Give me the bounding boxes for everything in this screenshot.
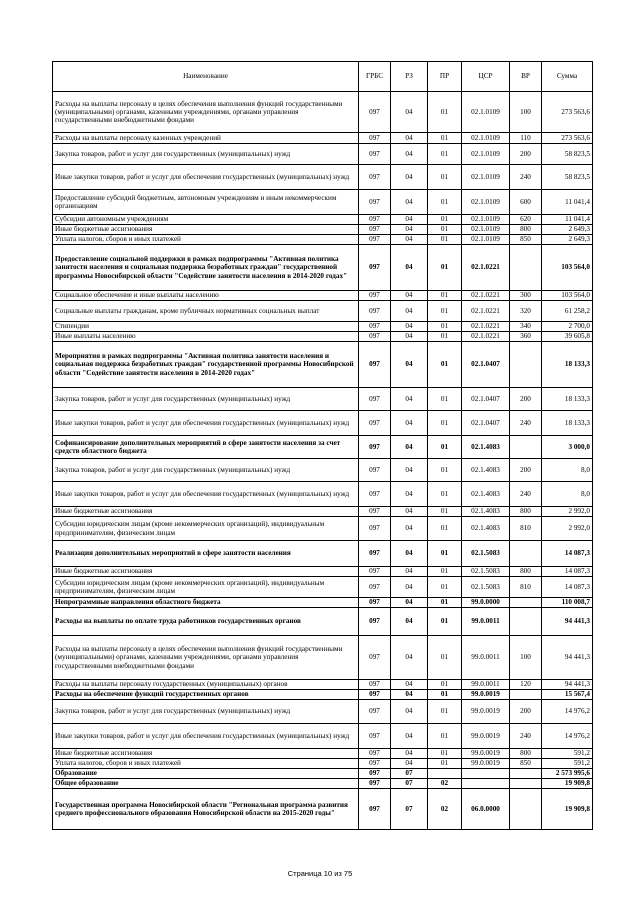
table-row <box>53 291 593 301</box>
cell-pr: 01 <box>428 482 462 507</box>
cell-rz: 04 <box>391 690 428 700</box>
cell-vr: 120 <box>510 680 542 690</box>
cell-grbs: 097 <box>359 215 391 225</box>
cell-sum: 15 567,4 <box>542 690 593 700</box>
cell-name: Расходы на выплаты по оплате труда работников государственных органов <box>53 608 359 636</box>
cell-vr: 300 <box>510 291 542 301</box>
cell-sum: 273 563,6 <box>542 133 593 144</box>
cell-csr: 02.1.0109 <box>462 225 510 235</box>
table-row <box>53 322 593 332</box>
cell-csr <box>462 779 510 789</box>
cell-csr: 99.0.0019 <box>462 690 510 700</box>
cell-rz: 04 <box>391 459 428 482</box>
cell-grbs: 097 <box>359 482 391 507</box>
cell-csr: 99.0.0011 <box>462 608 510 636</box>
cell-csr <box>462 769 510 779</box>
cell-pr: 01 <box>428 92 462 133</box>
cell-csr: 02.1.4083 <box>462 517 510 541</box>
cell-csr: 02.1.0221 <box>462 332 510 342</box>
cell-csr: 02.1.0221 <box>462 322 510 332</box>
cell-grbs: 097 <box>359 342 391 388</box>
cell-name: Субсидии автономным учреждениям <box>53 215 359 225</box>
cell-rz: 04 <box>391 680 428 690</box>
cell-rz: 04 <box>391 92 428 133</box>
cell-name: Расходы на выплаты персоналу государственных (муниципальных) органов <box>53 680 359 690</box>
cell-sum: 11 041,4 <box>542 215 593 225</box>
cell-vr: 320 <box>510 301 542 322</box>
cell-csr: 02.1.0109 <box>462 215 510 225</box>
cell-pr: 01 <box>428 165 462 190</box>
cell-pr: 01 <box>428 577 462 598</box>
budget-table <box>52 61 593 830</box>
cell-vr: 240 <box>510 165 542 190</box>
cell-sum: 58 823,5 <box>542 165 593 190</box>
cell-vr: 110 <box>510 133 542 144</box>
header-pr: ПР <box>428 62 462 92</box>
cell-rz: 04 <box>391 598 428 608</box>
cell-name: Субсидии юридическим лицам (кроме некоммерческих организаций), индивидуальным предпринимателям, физическим лицам <box>53 517 359 541</box>
cell-rz: 07 <box>391 769 428 779</box>
cell-pr: 01 <box>428 225 462 235</box>
cell-vr: 240 <box>510 411 542 436</box>
table-row <box>53 332 593 342</box>
cell-pr: 01 <box>428 700 462 724</box>
cell-vr <box>510 541 542 567</box>
cell-grbs: 097 <box>359 690 391 700</box>
cell-vr <box>510 608 542 636</box>
cell-grbs: 097 <box>359 190 391 215</box>
cell-rz: 04 <box>391 567 428 577</box>
cell-rz: 04 <box>391 245 428 291</box>
cell-grbs: 097 <box>359 567 391 577</box>
cell-sum: 94 441,3 <box>542 680 593 690</box>
cell-pr: 01 <box>428 541 462 567</box>
table-row <box>53 225 593 235</box>
cell-name: Расходы на выплаты персоналу в целях обеспечения выполнения функций государственными (муниципальными) органами, казенными учреждениями, органами управления государственными внебюджетными фондами <box>53 92 359 133</box>
cell-csr: 02.1.0109 <box>462 235 510 245</box>
cell-grbs: 097 <box>359 291 391 301</box>
cell-name: Уплата налогов, сборов и иных платежей <box>53 759 359 769</box>
cell-grbs: 097 <box>359 411 391 436</box>
cell-rz: 04 <box>391 215 428 225</box>
cell-sum: 94 441,3 <box>542 608 593 636</box>
cell-sum: 14 087,3 <box>542 567 593 577</box>
cell-pr: 01 <box>428 133 462 144</box>
cell-pr: 01 <box>428 507 462 517</box>
table-row <box>53 541 593 567</box>
cell-grbs: 097 <box>359 724 391 749</box>
cell-rz: 04 <box>391 165 428 190</box>
cell-name: Иные бюджетные ассигнования <box>53 507 359 517</box>
cell-vr <box>510 598 542 608</box>
cell-vr: 200 <box>510 459 542 482</box>
table-row <box>53 598 593 608</box>
cell-vr <box>510 245 542 291</box>
cell-rz: 04 <box>391 577 428 598</box>
cell-vr <box>510 690 542 700</box>
table-header-row <box>53 62 593 92</box>
table-row <box>53 436 593 459</box>
table-row <box>53 342 593 388</box>
cell-sum: 2 649,3 <box>542 225 593 235</box>
header-sum: Сумма <box>542 62 593 92</box>
cell-sum: 14 087,3 <box>542 541 593 567</box>
cell-rz: 04 <box>391 411 428 436</box>
table-row <box>53 388 593 411</box>
cell-pr: 01 <box>428 724 462 749</box>
cell-csr: 06.0.0000 <box>462 789 510 830</box>
cell-sum: 591,2 <box>542 749 593 759</box>
cell-pr <box>428 769 462 779</box>
cell-sum: 2 573 995,6 <box>542 769 593 779</box>
table-row <box>53 690 593 700</box>
table-row <box>53 636 593 680</box>
header-vr: ВР <box>510 62 542 92</box>
cell-csr: 02.1.5083 <box>462 567 510 577</box>
cell-rz: 04 <box>391 301 428 322</box>
cell-vr: 800 <box>510 567 542 577</box>
cell-rz: 04 <box>391 133 428 144</box>
table-row <box>53 769 593 779</box>
cell-vr: 360 <box>510 332 542 342</box>
cell-grbs: 097 <box>359 436 391 459</box>
cell-rz: 07 <box>391 779 428 789</box>
table-row <box>53 235 593 245</box>
cell-name: Иные бюджетные ассигнования <box>53 567 359 577</box>
cell-csr: 02.1.0221 <box>462 291 510 301</box>
cell-grbs: 097 <box>359 577 391 598</box>
table-row <box>53 92 593 133</box>
cell-name: Субсидии юридическим лицам (кроме некоммерческих организаций), индивидуальным предпринимателям, физическим лицам <box>53 577 359 598</box>
cell-sum: 8,0 <box>542 459 593 482</box>
cell-grbs: 097 <box>359 144 391 165</box>
table-row <box>53 608 593 636</box>
cell-csr: 02.1.0221 <box>462 245 510 291</box>
header-csr: ЦСР <box>462 62 510 92</box>
cell-vr: 240 <box>510 724 542 749</box>
cell-name: Реализация дополнительных мероприятий в сфере занятости населения <box>53 541 359 567</box>
cell-pr: 01 <box>428 332 462 342</box>
cell-vr: 200 <box>510 388 542 411</box>
cell-grbs: 097 <box>359 769 391 779</box>
cell-pr: 01 <box>428 459 462 482</box>
cell-rz: 04 <box>391 291 428 301</box>
cell-vr: 200 <box>510 700 542 724</box>
cell-name: Иные закупки товаров, работ и услуг для обеспечения государственных (муниципальных) нужд <box>53 165 359 190</box>
cell-rz: 04 <box>391 724 428 749</box>
cell-csr: 99.0.0019 <box>462 724 510 749</box>
cell-name: Социальное обеспечение и иные выплаты населению <box>53 291 359 301</box>
cell-name: Общее образование <box>53 779 359 789</box>
cell-rz: 04 <box>391 436 428 459</box>
table-row <box>53 301 593 322</box>
cell-pr: 01 <box>428 636 462 680</box>
cell-pr: 01 <box>428 759 462 769</box>
cell-sum: 18 133,3 <box>542 342 593 388</box>
cell-pr: 01 <box>428 436 462 459</box>
cell-sum: 19 909,8 <box>542 789 593 830</box>
cell-pr: 01 <box>428 608 462 636</box>
cell-sum: 2 649,3 <box>542 235 593 245</box>
cell-name: Иные закупки товаров, работ и услуг для обеспечения государственных (муниципальных) нужд <box>53 724 359 749</box>
cell-vr <box>510 436 542 459</box>
cell-name: Расходы на выплаты персоналу в целях обеспечения выполнения функций государственными (муниципальными) органами, казенными учреждениями, органами управления государственными внебюджетными фондами <box>53 636 359 680</box>
cell-csr: 02.1.0407 <box>462 388 510 411</box>
table-row <box>53 144 593 165</box>
cell-grbs: 097 <box>359 779 391 789</box>
cell-sum: 18 133,3 <box>542 388 593 411</box>
cell-sum: 14 087,3 <box>542 577 593 598</box>
cell-name: Софинансирование дополнительных мероприятий в сфере занятости населения за счет средств областного бюджета <box>53 436 359 459</box>
cell-grbs: 097 <box>359 165 391 190</box>
cell-pr: 01 <box>428 411 462 436</box>
table-row <box>53 577 593 598</box>
cell-name: Закупка товаров, работ и услуг для государственных (муниципальных) нужд <box>53 144 359 165</box>
cell-name: Закупка товаров, работ и услуг для государственных (муниципальных) нужд <box>53 459 359 482</box>
cell-sum: 110 008,7 <box>542 598 593 608</box>
cell-csr: 99.0.0019 <box>462 749 510 759</box>
cell-rz: 04 <box>391 190 428 215</box>
cell-sum: 3 000,0 <box>542 436 593 459</box>
cell-rz: 04 <box>391 235 428 245</box>
cell-pr: 01 <box>428 144 462 165</box>
cell-rz: 04 <box>391 700 428 724</box>
cell-sum: 2 700,0 <box>542 322 593 332</box>
cell-grbs: 097 <box>359 789 391 830</box>
cell-vr: 810 <box>510 577 542 598</box>
cell-sum: 14 976,2 <box>542 700 593 724</box>
header-grbs: ГРБС <box>359 62 391 92</box>
header-name: Наименование <box>53 62 359 92</box>
cell-csr: 02.1.0407 <box>462 342 510 388</box>
cell-grbs: 097 <box>359 759 391 769</box>
cell-sum: 18 133,3 <box>542 411 593 436</box>
cell-rz: 04 <box>391 749 428 759</box>
cell-csr: 02.1.4083 <box>462 459 510 482</box>
cell-csr: 02.1.4083 <box>462 482 510 507</box>
cell-csr: 99.0.0019 <box>462 700 510 724</box>
cell-grbs: 097 <box>359 92 391 133</box>
cell-rz: 04 <box>391 636 428 680</box>
cell-pr: 01 <box>428 342 462 388</box>
cell-csr: 02.1.4083 <box>462 436 510 459</box>
cell-grbs: 097 <box>359 332 391 342</box>
cell-vr <box>510 789 542 830</box>
cell-csr: 02.1.0221 <box>462 301 510 322</box>
cell-pr: 01 <box>428 690 462 700</box>
cell-grbs: 097 <box>359 235 391 245</box>
cell-grbs: 097 <box>359 636 391 680</box>
cell-grbs: 097 <box>359 749 391 759</box>
cell-name: Иные закупки товаров, работ и услуг для обеспечения государственных (муниципальных) нужд <box>53 482 359 507</box>
cell-grbs: 097 <box>359 322 391 332</box>
table-row <box>53 190 593 215</box>
cell-grbs: 097 <box>359 507 391 517</box>
cell-vr <box>510 769 542 779</box>
cell-name: Предоставление субсидий бюджетным, автономным учреждениям и иным некоммерческим организациям <box>53 190 359 215</box>
cell-pr: 01 <box>428 301 462 322</box>
table-row <box>53 133 593 144</box>
cell-pr: 01 <box>428 680 462 690</box>
table-row <box>53 789 593 830</box>
cell-name: Мероприятия в рамках подпрограммы "Активная политика занятости населения и социальная поддержка безработных граждан" государственной программы Новосибирской области "Содействие занятости населения в 2014-2020 годах" <box>53 342 359 388</box>
cell-vr: 620 <box>510 215 542 225</box>
cell-csr: 02.1.5083 <box>462 541 510 567</box>
cell-pr: 02 <box>428 789 462 830</box>
cell-sum: 58 823,5 <box>542 144 593 165</box>
cell-sum: 11 041,4 <box>542 190 593 215</box>
header-rz: РЗ <box>391 62 428 92</box>
cell-name: Образование <box>53 769 359 779</box>
table-row <box>53 724 593 749</box>
cell-name: Расходы на обеспечение функций государственных органов <box>53 690 359 700</box>
page-number: Страница 10 из 75 <box>287 869 353 878</box>
cell-sum: 273 563,6 <box>542 92 593 133</box>
cell-grbs: 097 <box>359 608 391 636</box>
cell-grbs: 097 <box>359 680 391 690</box>
table-row <box>53 517 593 541</box>
cell-rz: 04 <box>391 759 428 769</box>
cell-grbs: 097 <box>359 245 391 291</box>
cell-sum: 94 441,3 <box>542 636 593 680</box>
cell-vr: 100 <box>510 92 542 133</box>
cell-name: Закупка товаров, работ и услуг для государственных (муниципальных) нужд <box>53 700 359 724</box>
cell-pr: 02 <box>428 779 462 789</box>
cell-csr: 99.0.0019 <box>462 759 510 769</box>
cell-sum: 39 605,8 <box>542 332 593 342</box>
cell-sum: 103 564,0 <box>542 245 593 291</box>
table-row <box>53 700 593 724</box>
cell-name: Стипендии <box>53 322 359 332</box>
cell-rz: 04 <box>391 388 428 411</box>
cell-grbs: 097 <box>359 598 391 608</box>
cell-vr: 810 <box>510 517 542 541</box>
cell-rz: 04 <box>391 541 428 567</box>
cell-vr: 800 <box>510 749 542 759</box>
cell-vr: 850 <box>510 235 542 245</box>
cell-vr: 340 <box>510 322 542 332</box>
cell-name: Иные закупки товаров, работ и услуг для обеспечения государственных (муниципальных) нужд <box>53 411 359 436</box>
cell-grbs: 097 <box>359 459 391 482</box>
cell-sum: 591,2 <box>542 759 593 769</box>
cell-csr: 02.1.0109 <box>462 190 510 215</box>
table-row <box>53 749 593 759</box>
cell-pr: 01 <box>428 567 462 577</box>
cell-rz: 04 <box>391 332 428 342</box>
table-row <box>53 482 593 507</box>
cell-vr: 800 <box>510 225 542 235</box>
cell-csr: 02.1.0109 <box>462 144 510 165</box>
table-row <box>53 680 593 690</box>
cell-pr: 01 <box>428 749 462 759</box>
cell-csr: 02.1.0109 <box>462 133 510 144</box>
cell-sum: 14 976,2 <box>542 724 593 749</box>
cell-name: Расходы на выплаты персоналу казенных учреждений <box>53 133 359 144</box>
cell-rz: 07 <box>391 789 428 830</box>
cell-vr <box>510 342 542 388</box>
cell-grbs: 097 <box>359 133 391 144</box>
cell-vr: 200 <box>510 144 542 165</box>
cell-name: Закупка товаров, работ и услуг для государственных (муниципальных) нужд <box>53 388 359 411</box>
table-row <box>53 779 593 789</box>
cell-csr: 99.0.0011 <box>462 680 510 690</box>
cell-pr: 01 <box>428 245 462 291</box>
table-row <box>53 411 593 436</box>
cell-csr: 02.1.0109 <box>462 92 510 133</box>
cell-rz: 04 <box>391 225 428 235</box>
cell-pr: 01 <box>428 517 462 541</box>
table-row <box>53 165 593 190</box>
cell-name: Уплата налогов, сборов и иных платежей <box>53 235 359 245</box>
cell-name: Иные бюджетные ассигнования <box>53 749 359 759</box>
cell-rz: 04 <box>391 342 428 388</box>
cell-pr: 01 <box>428 322 462 332</box>
cell-sum: 8,0 <box>542 482 593 507</box>
cell-rz: 04 <box>391 322 428 332</box>
cell-grbs: 097 <box>359 301 391 322</box>
table-body <box>53 92 593 830</box>
cell-grbs: 097 <box>359 225 391 235</box>
table-row <box>53 567 593 577</box>
table-row <box>53 215 593 225</box>
cell-rz: 04 <box>391 482 428 507</box>
cell-rz: 04 <box>391 144 428 165</box>
cell-sum: 19 909,8 <box>542 779 593 789</box>
cell-vr: 600 <box>510 190 542 215</box>
cell-rz: 04 <box>391 507 428 517</box>
cell-vr <box>510 779 542 789</box>
cell-sum: 2 992,0 <box>542 507 593 517</box>
table-row <box>53 245 593 291</box>
cell-vr: 850 <box>510 759 542 769</box>
cell-csr: 02.1.0109 <box>462 165 510 190</box>
cell-csr: 02.1.5083 <box>462 577 510 598</box>
cell-csr: 02.1.4083 <box>462 507 510 517</box>
table-row <box>53 507 593 517</box>
cell-name: Иные бюджетные ассигнования <box>53 225 359 235</box>
cell-rz: 04 <box>391 608 428 636</box>
table-row <box>53 759 593 769</box>
cell-vr: 240 <box>510 482 542 507</box>
cell-vr: 100 <box>510 636 542 680</box>
cell-name: Иные выплаты населению <box>53 332 359 342</box>
cell-grbs: 097 <box>359 388 391 411</box>
cell-rz: 04 <box>391 517 428 541</box>
cell-pr: 01 <box>428 190 462 215</box>
cell-name: Государственная программа Новосибирской области "Региональная программа развития среднего профессионального образования Новосибирской области на 2015-2020 годы" <box>53 789 359 830</box>
cell-name: Предоставление социальной поддержки в рамках подпрограммы "Активная политика занятости населения и социальная поддержка безработных граждан" государственной программы Новосибирской области "Содействие занятости населения в 2014-2020 годах" <box>53 245 359 291</box>
cell-pr: 01 <box>428 291 462 301</box>
cell-pr: 01 <box>428 388 462 411</box>
cell-pr: 01 <box>428 235 462 245</box>
cell-sum: 103 564,0 <box>542 291 593 301</box>
cell-csr: 02.1.0407 <box>462 411 510 436</box>
cell-name: Социальные выплаты гражданам, кроме публичных нормативных социальных выплат <box>53 301 359 322</box>
cell-pr: 01 <box>428 598 462 608</box>
cell-grbs: 097 <box>359 517 391 541</box>
cell-grbs: 097 <box>359 700 391 724</box>
cell-csr: 99.0.0011 <box>462 636 510 680</box>
cell-pr: 01 <box>428 215 462 225</box>
cell-sum: 2 992,0 <box>542 517 593 541</box>
cell-name: Непрограммные направления областного бюджета <box>53 598 359 608</box>
cell-grbs: 097 <box>359 541 391 567</box>
cell-csr: 99.0.0000 <box>462 598 510 608</box>
cell-vr: 800 <box>510 507 542 517</box>
cell-sum: 61 258,2 <box>542 301 593 322</box>
table-row <box>53 459 593 482</box>
